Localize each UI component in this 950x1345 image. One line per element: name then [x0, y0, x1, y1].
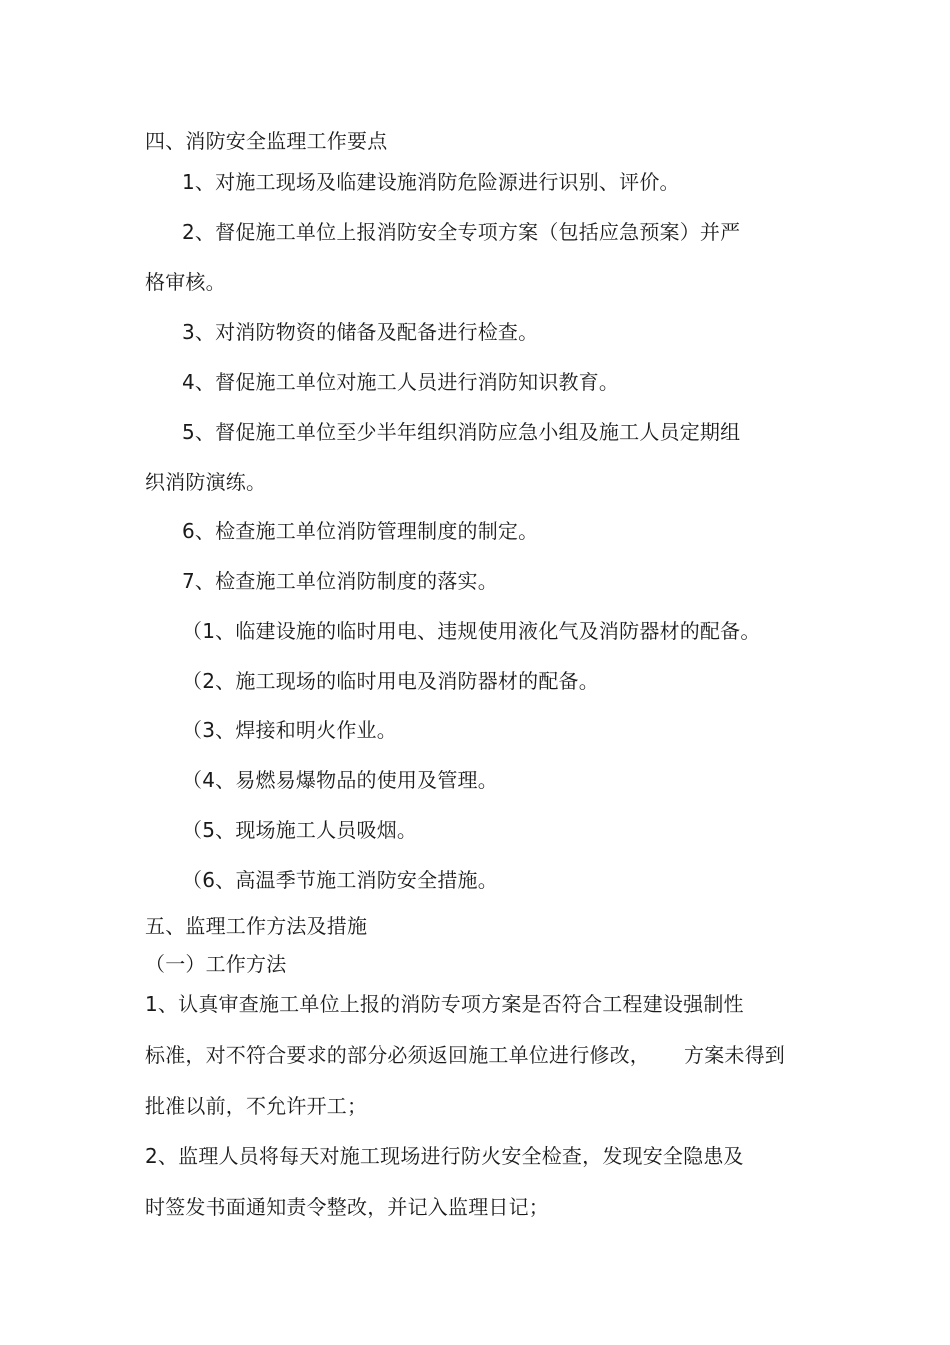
s5-item-2-line-1: 2、监理人员将每天对施工现场进行防火安全检查，发现安全隐患及: [145, 1144, 744, 1168]
section-4-heading: 四、消防安全监理工作要点: [145, 129, 388, 153]
s4-item-7: 7、检查施工单位消防制度的落实。: [182, 569, 498, 593]
s4-item-2-line-2: 格审核。: [145, 270, 226, 294]
s5-item-2-line-2: 时签发书面通知责令整改，并记入监理日记；: [145, 1195, 549, 1219]
s5-item-1-line-3: 批准以前，不允许开工；: [145, 1094, 368, 1118]
s5-item-1-line-2-part-1: 标准，对不符合要求的部分必须返回施工单位进行修改，: [145, 1043, 650, 1067]
s4-item-3: 3、对消防物资的储备及配备进行检查。: [182, 320, 539, 344]
s4-item-5-line-1: 5、督促施工单位至少半年组织消防应急小组及施工人员定期组: [182, 420, 741, 444]
s4-sub-item-4: （4、易燃易爆物品的使用及管理。: [182, 768, 498, 792]
s4-item-6: 6、检查施工单位消防管理制度的制定。: [182, 519, 539, 543]
s4-item-5-line-2: 织消防演练。: [145, 470, 267, 494]
s5-sub-heading: （一）工作方法: [145, 952, 287, 976]
section-5-heading: 五、监理工作方法及措施: [145, 914, 368, 938]
s5-item-1-line-2: [145, 1042, 785, 1068]
s4-sub-item-3: （3、焊接和明火作业。: [182, 718, 397, 742]
s4-item-2-line-1: 2、督促施工单位上报消防安全专项方案（包括应急预案）并严: [182, 220, 741, 244]
s4-sub-item-5: （5、现场施工人员吸烟。: [182, 818, 418, 842]
s5-item-1-line-1: 1、认真审查施工单位上报的消防专项方案是否符合工程建设强制性: [145, 992, 744, 1016]
s4-sub-item-6: （6、高温季节施工消防安全措施。: [182, 868, 498, 892]
s4-item-4: 4、督促施工单位对施工人员进行消防知识教育。: [182, 370, 620, 394]
s5-item-1-line-2-part-2: 方案未得到: [684, 1043, 785, 1067]
s4-item-1: 1、对施工现场及临建设施消防危险源进行识别、评价。: [182, 170, 680, 194]
s4-sub-item-2: （2、施工现场的临时用电及消防器材的配备。: [182, 669, 599, 693]
s4-sub-item-1: （1、临建设施的临时用电、违规使用液化气及消防器材的配备。: [182, 619, 761, 643]
